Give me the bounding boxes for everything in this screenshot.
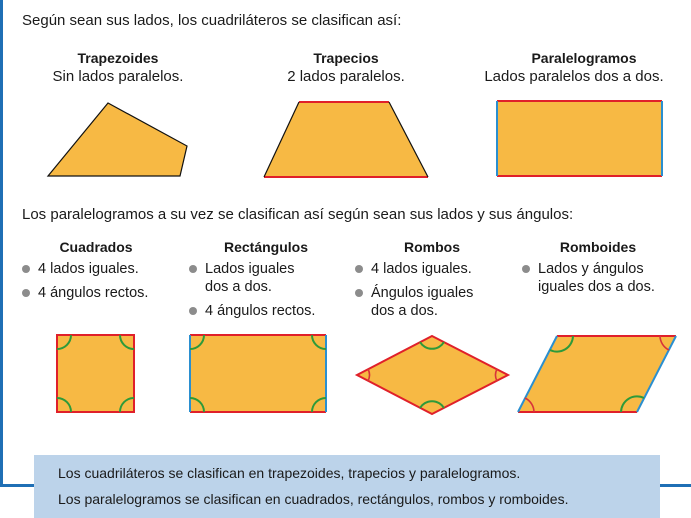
trapecio-shape [264,102,428,177]
romboide-shape [518,336,676,412]
bullet-icon [22,289,30,297]
rombos-bullets [355,260,473,326]
paralelogramo-shape [497,101,662,176]
rectangulos-title: Rectángulos [223,239,308,255]
list-item: 4 lados iguales. [22,260,148,278]
bullet-icon [355,265,363,273]
trapecios-title: Trapecios [313,50,379,66]
list-item: Lados iguales dos a dos. [189,260,315,296]
summary-line-2: Los paralelogramos se clasifican en cuadrados, rectángulos, rombos y romboides. [58,491,569,507]
summary-box [34,455,660,518]
rombos-title: Rombos [404,239,460,255]
list-item: Ángulos iguales dos a dos. [355,284,473,320]
trapezoides-title: Trapezoides [77,50,159,66]
trapezoides-desc: Sin lados paralelos. [52,68,184,85]
cuadrados-title: Cuadrados [59,239,133,255]
rectangulo-shape [190,335,326,412]
list-item: Lados y ángulos iguales dos a dos. [522,260,655,296]
list-item: 4 ángulos rectos. [22,284,148,302]
trapecios-desc: 2 lados paralelos. [287,68,405,85]
bullet-icon [355,289,363,297]
rectangulos-bullets [189,260,315,326]
list-item: 4 ángulos rectos. [189,302,315,320]
summary-line-1: Los cuadriláteros se clasifican en trapezoides, trapecios y paralelogramos. [58,465,521,481]
bullet-icon [189,265,197,273]
rombo-shape [357,336,508,414]
bullet-icon [189,307,197,315]
paralelogramos-title: Paralelogramos [531,50,637,66]
romboides-bullets [522,260,655,302]
trapezoide-shape [48,103,187,176]
bullet-icon [22,265,30,273]
cuadrado-shape [57,335,134,412]
romboides-title: Romboides [559,239,637,255]
cuadrados-bullets [22,260,148,308]
parallelogram-intro-text: Los paralelogramos a su vez se clasifican así según sean sus lados y sus ángulos: [22,206,574,223]
intro-text: Según sean sus lados, los cuadriláteros se clasifican así: [22,12,402,29]
list-item: 4 lados iguales. [355,260,473,278]
bullet-icon [522,265,530,273]
paralelogramos-desc: Lados paralelos dos a dos. [484,68,664,85]
